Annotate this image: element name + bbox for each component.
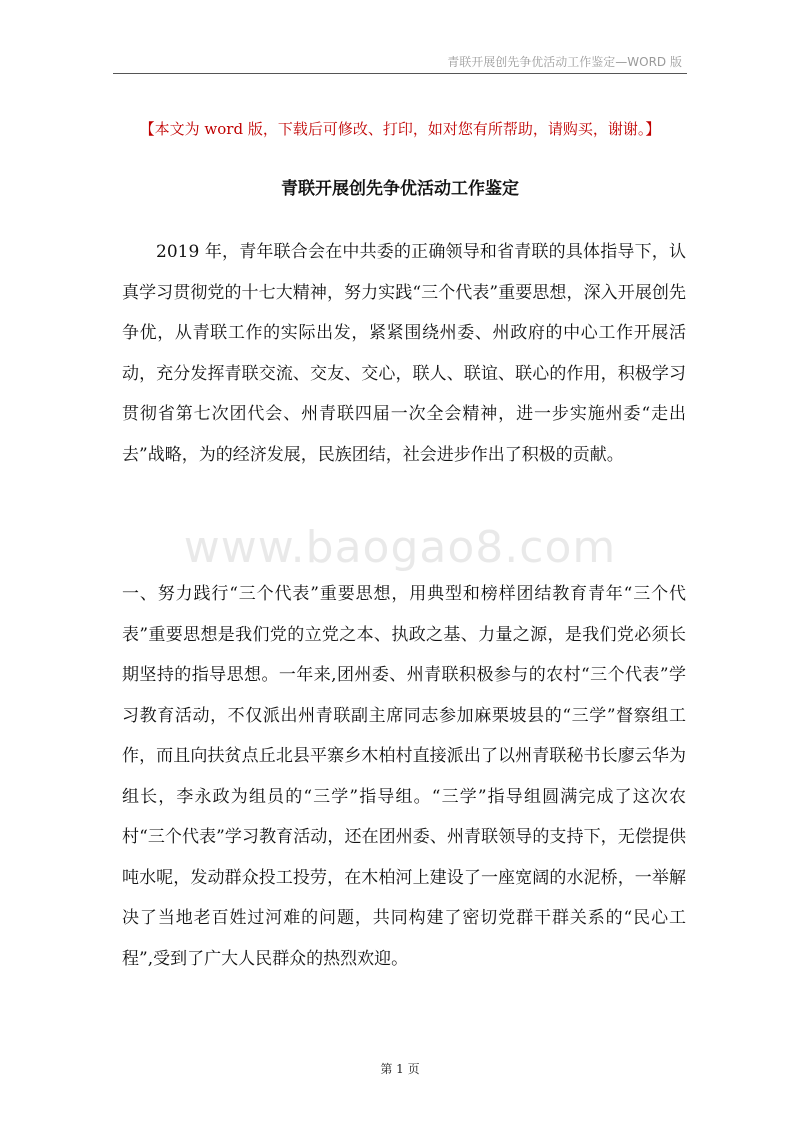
page-number: 第 1 页	[380, 1062, 420, 1076]
running-header: 青联开展创先争优活动工作鉴定—WORD 版	[447, 55, 682, 69]
purchase-notice: 【本文为 word 版，下载后可修改、打印，如对您有所帮助，请购买，谢谢。】	[139, 120, 661, 138]
header-divider	[113, 73, 687, 74]
document-title: 青联开展创先争优活动工作鉴定	[281, 179, 519, 199]
body-paragraph-1: 2019 年，青年联合会在中共委的正确领导和省青联的具体指导下，认真学习贯彻党的十七大精神，努力实践“三个代表”重要思想，深入开展创先争优，从青联工作的实际出发，紧紧围绕州委、州政府的中心工作开展活动，充分发挥青联交流、交友、交心，联人、联谊、联心的作用，积极学习贯彻省第七次团代会、州青联四届一次全会精神，进一步实施州委“走出去”战略，为的经济发展，民族团结，社会进步作出了积极的贡献。	[122, 242, 686, 465]
body-paragraph-2: 一、努力践行“三个代表”重要思想，用典型和榜样团结教育青年“三个代表”重要思想是我们党的立党之本、执政之基、力量之源，是我们党必须长期坚持的指导思想。一年来,团州委、州青联积极参与的农村“三个代表”学习教育活动，不仅派出州青联副主席同志参加麻栗坡县的“三学”督察组工作，而且向扶贫点丘北县平寨乡木柏村直接派出了以州青联秘书长廖云华为组长，李永政为组员的“三学”指导组。“三学”指导组圆满完成了这次农村“三个代表”学习教育活动，还在团州委、州青联领导的支持下，无偿提供吨水呢，发动群众投工投劳，在木柏河上建设了一座宽阔的水泥桥，一举解决了当地老百姓过河难的问题，共同构建了密切党群干群关系的“民心工程”,受到了广大人民群众的热烈欢迎。	[122, 584, 686, 969]
watermark: www.baogao8.com	[183, 522, 617, 573]
